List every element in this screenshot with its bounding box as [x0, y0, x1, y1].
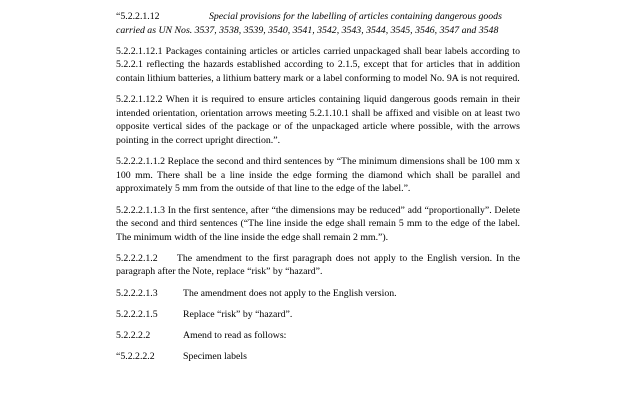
item-text: Replace “risk” by “hazard”. — [183, 308, 293, 320]
paragraph-5-2-2-2-1-1-3: 5.2.2.2.1.1.3 In the first sentence, after “the dimensions may be reduced” add “proportionally”. Delete the second and third sentences (“The line inside the edge shall remain 5 mm to the edge of the label. The minimum width of the line inside the edge shall remain 2 mm.”). — [116, 204, 520, 243]
item-text: Specimen labels — [183, 351, 247, 363]
heading-title: Special provisions for the labelling of articles containing dangerous goods carried as UN Nos. 3537, 3538, 3539, 3540, 3541, 3542, 3543, 3544, 3545, 3546, 3547 and 3548 — [116, 11, 502, 36]
item-number: 5.2.2.2.2 — [116, 330, 151, 342]
item-5-2-2-2-2 — [116, 329, 520, 343]
item-5-2-2-2-1-5 — [116, 308, 520, 322]
item-text: The amendment does not apply to the English version. — [183, 287, 397, 299]
section-heading — [116, 10, 520, 37]
item-text: Amend to read as follows: — [183, 330, 287, 342]
paragraph-5-2-2-1-12-1: 5.2.2.1.12.1 Packages containing articles or articles carried unpackaged shall bear labels according to 5.2.2.1 reflecting the hazards established according to 2.1.5, except that for articles that in addition contain lithium batteries, a lithium battery mark or a label conforming to model No. 9A is not required. — [116, 45, 520, 84]
item-5-2-2-2-1-3 — [116, 287, 520, 301]
paragraph-5-2-2-2-1-1-2: 5.2.2.2.1.1.2 Replace the second and third sentences by “The minimum dimensions shall be 100 mm x 100 mm. There shall be a line inside the edge forming the diamond which shall be parallel and approximately 5 mm from the outside of that line to the edge of the label.”. — [116, 156, 520, 195]
item-number: 5.2.2.2.1.3 — [116, 287, 158, 299]
heading-number: “5.2.2.1.12 — [116, 11, 160, 22]
item-number: 5.2.2.2.1.5 — [116, 308, 158, 320]
item-specimen-labels — [116, 350, 520, 364]
item-number: “5.2.2.2.2 — [116, 351, 155, 363]
paragraph-5-2-2-1-12-2: 5.2.2.1.12.2 When it is required to ensure articles containing liquid dangerous goods remain in their intended orientation, orientation arrows meeting 5.2.1.10.1 shall be affixed and visible on at least two opposite vertical sides of the package or of the unpackaged article where possible, with the arrows pointing in the correct upright direction.”. — [116, 94, 520, 146]
document-page — [116, 10, 523, 371]
paragraph-5-2-2-2-1-2: 5.2.2.2.1.2 The amendment to the first paragraph does not apply to the English version. In the paragraph after the Note, replace “risk” by “hazard”. — [116, 252, 523, 278]
